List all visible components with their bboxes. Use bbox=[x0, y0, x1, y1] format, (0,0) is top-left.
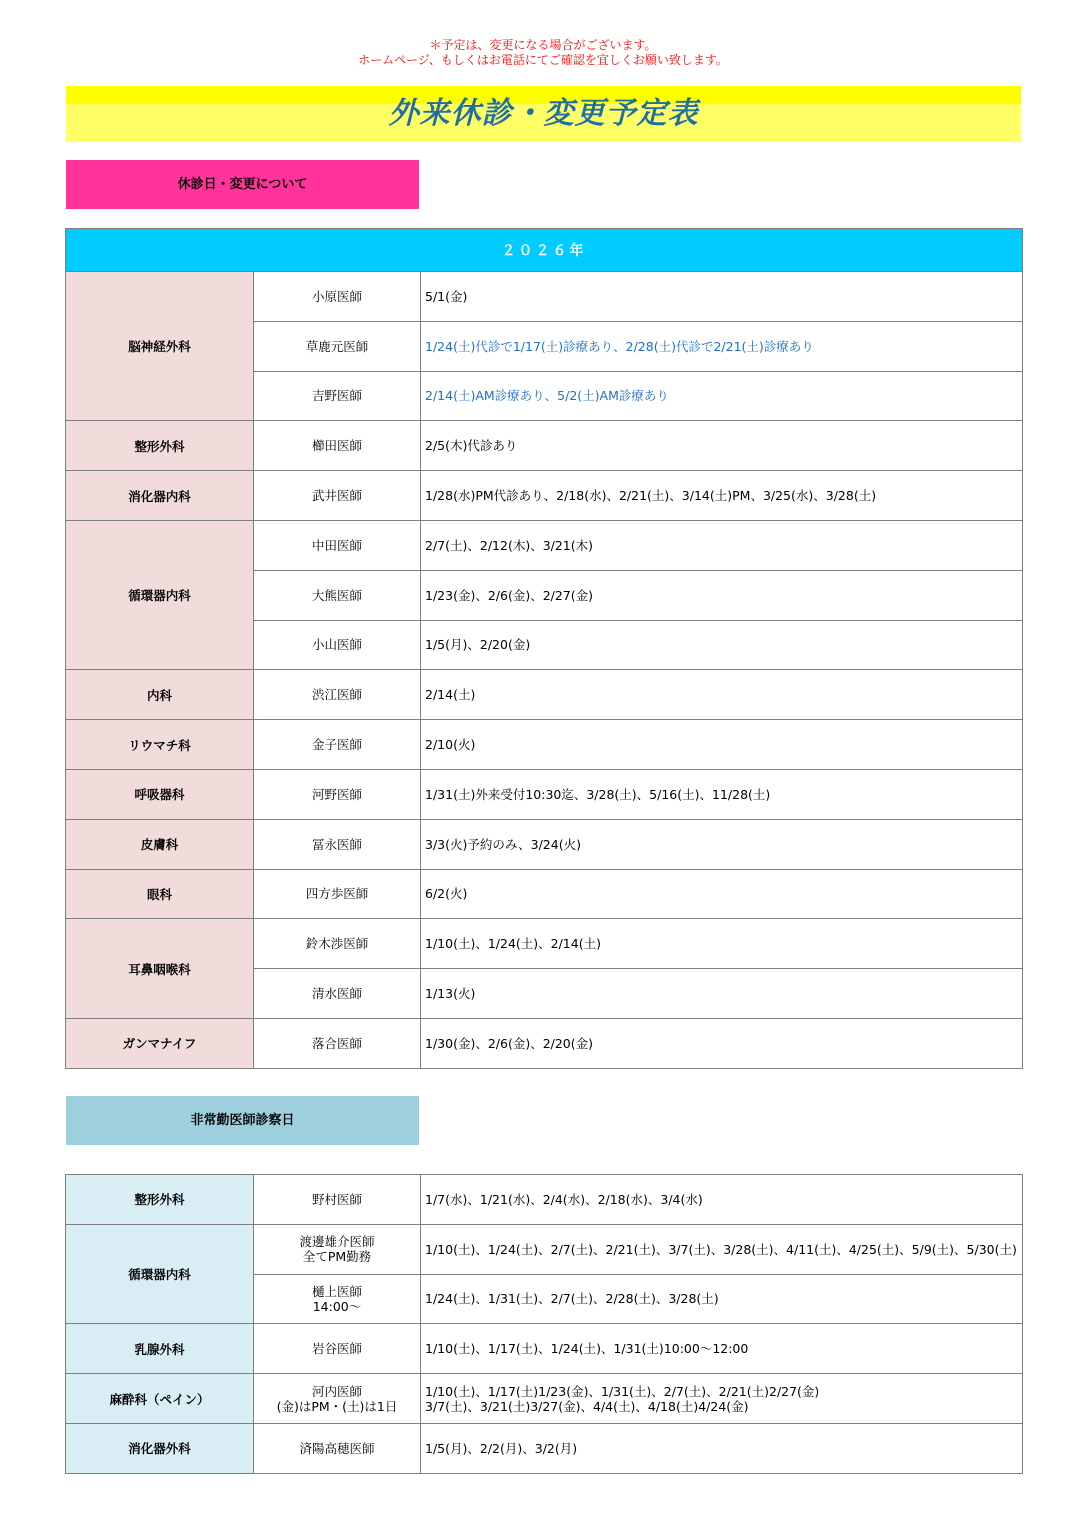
dates-cell: 2/5(木)代診あり bbox=[421, 421, 1023, 471]
dates-cell: 2/10(火) bbox=[421, 720, 1023, 770]
dates-cell: 1/5(月)、2/20(金) bbox=[421, 620, 1023, 670]
doctor-name: 樋上医師 bbox=[311, 1283, 362, 1299]
table-row bbox=[66, 1175, 1023, 1225]
table-row bbox=[66, 1018, 1023, 1068]
dept-cell: 麻酔科（ペイン） bbox=[66, 1374, 254, 1424]
dates-cell: 1/10(土)、1/24(土)、2/7(土)、2/21(土)、3/7(土)、3/28(土)、4/11(土)、4/25(土)、5/9(土)、5/30(土) bbox=[421, 1224, 1023, 1274]
dates-cell: 1/31(土)外来受付10:30迄、3/28(土)、5/16(土)、11/28(土) bbox=[421, 769, 1023, 819]
doctor-cell: 野村医師 bbox=[254, 1175, 421, 1225]
dates-cell: 6/2(火) bbox=[421, 869, 1023, 919]
doctor-cell bbox=[254, 1274, 421, 1324]
doctor-cell: 鈴木渉医師 bbox=[254, 919, 421, 969]
year-header: ２０２６年 bbox=[66, 229, 1023, 272]
doctor-cell: 金子医師 bbox=[254, 720, 421, 770]
table-row bbox=[66, 1324, 1023, 1374]
table-row bbox=[66, 520, 1023, 570]
dates-line-2: 3/7(土)、3/21(土)3/27(金)、4/4(土)、4/18(土)4/24(金) bbox=[425, 1398, 749, 1414]
dates-cell: 2/14(土) bbox=[421, 670, 1023, 720]
doctor-cell: 冨永医師 bbox=[254, 819, 421, 869]
dept-cell: 皮膚科 bbox=[66, 819, 254, 869]
dates-cell: 1/23(金)、2/6(金)、2/27(金) bbox=[421, 570, 1023, 620]
dept-cell: 循環器内科 bbox=[66, 1224, 254, 1324]
doctor-cell: 済陽高穂医師 bbox=[254, 1423, 421, 1473]
table-row bbox=[66, 769, 1023, 819]
closure-schedule-table bbox=[65, 228, 1023, 1069]
dept-cell: 循環器内科 bbox=[66, 520, 254, 669]
dates-cell: 1/24(土)、1/31(土)、2/7(土)、2/28(土)、3/28(土) bbox=[421, 1274, 1023, 1324]
table-row bbox=[66, 869, 1023, 919]
table-row bbox=[66, 1423, 1023, 1473]
title-banner bbox=[66, 86, 1021, 142]
doctor-cell: 清水医師 bbox=[254, 969, 421, 1019]
page-title: 外来休診・変更予定表 bbox=[388, 96, 699, 131]
dates-cell: 1/5(月)、2/2(月)、3/2(月) bbox=[421, 1423, 1023, 1473]
dates-cell bbox=[421, 321, 1023, 371]
doctor-cell: 渋江医師 bbox=[254, 670, 421, 720]
dept-cell: 乳腺外科 bbox=[66, 1324, 254, 1374]
dept-cell: 消化器内科 bbox=[66, 471, 254, 521]
dept-cell: 内科 bbox=[66, 670, 254, 720]
dept-cell: 呼吸器科 bbox=[66, 769, 254, 819]
dept-cell: 脳神経外科 bbox=[66, 272, 254, 421]
dates-cell: 2/14(土)AM診療あり、5/2(土)AM診療あり bbox=[421, 371, 1023, 421]
doctor-cell: 吉野医師 bbox=[254, 371, 421, 421]
doctor-cell: 小原医師 bbox=[254, 272, 421, 322]
doctor-note: 14:00～ bbox=[312, 1298, 362, 1314]
table-row bbox=[66, 471, 1023, 521]
doctor-cell bbox=[254, 1374, 421, 1424]
dates-cell: 5/1(金) bbox=[421, 272, 1023, 322]
doctor-cell: 落合医師 bbox=[254, 1018, 421, 1068]
table-row bbox=[66, 720, 1023, 770]
doctor-name: 渡邊雄介医師 bbox=[299, 1234, 375, 1250]
table-row bbox=[66, 1224, 1023, 1274]
doctor-note: (金)はPM・(土)は1日 bbox=[276, 1398, 398, 1414]
dates-cell: 1/10(土)、1/17(土)、1/24(土)、1/31(土)10:00～12:00 bbox=[421, 1324, 1023, 1374]
dates-cell: 1/10(土)、1/24(土)、2/14(土) bbox=[421, 919, 1023, 969]
table-row bbox=[66, 272, 1023, 322]
doctor-cell: 河野医師 bbox=[254, 769, 421, 819]
table-row bbox=[66, 819, 1023, 869]
doctor-cell: 小山医師 bbox=[254, 620, 421, 670]
table-row bbox=[66, 919, 1023, 969]
dates-cell: 1/30(金)、2/6(金)、2/20(金) bbox=[421, 1018, 1023, 1068]
dates-cell: 1/13(火) bbox=[421, 969, 1023, 1019]
doctor-name: 河内医師 bbox=[311, 1383, 362, 1399]
doctor-cell: 大熊医師 bbox=[254, 570, 421, 620]
dates-text: 1/24(土)代診で1/17(土)診療あり、2/28(土)代診で2/21(土)診療あり bbox=[425, 338, 814, 354]
doctor-cell: 櫛田医師 bbox=[254, 421, 421, 471]
table-row bbox=[66, 670, 1023, 720]
section-label-part-time: 非常勤医師診察日 bbox=[66, 1096, 419, 1145]
dates-cell bbox=[421, 1374, 1023, 1424]
dept-cell: 眼科 bbox=[66, 869, 254, 919]
section-label-closures: 休診日・変更について bbox=[66, 160, 419, 209]
doctor-cell: 中田医師 bbox=[254, 520, 421, 570]
dates-cell: 1/28(水)PM代診あり、2/18(水)、2/21(土)、3/14(土)PM、3/25(水)、3/28(土) bbox=[421, 471, 1023, 521]
doctor-note: 全てPM勤務 bbox=[302, 1249, 372, 1265]
dept-cell: ガンマナイフ bbox=[66, 1018, 254, 1068]
doctor-cell bbox=[254, 1224, 421, 1274]
dept-cell: 消化器外科 bbox=[66, 1423, 254, 1473]
dept-cell: リウマチ科 bbox=[66, 720, 254, 770]
notice-line-2: ホームページ、もしくはお電話にてご確認を宜しくお願い致します。 bbox=[358, 53, 728, 67]
notice-line-1: ＊予定は、変更になる場合がございます。 bbox=[429, 38, 657, 52]
dept-cell: 耳鼻咽喉科 bbox=[66, 919, 254, 1019]
doctor-cell: 武井医師 bbox=[254, 471, 421, 521]
doctor-cell: 四方歩医師 bbox=[254, 869, 421, 919]
doctor-cell: 岩谷医師 bbox=[254, 1324, 421, 1374]
dept-cell: 整形外科 bbox=[66, 421, 254, 471]
dates-cell: 3/3(火)予約のみ、3/24(火) bbox=[421, 819, 1023, 869]
table-row bbox=[66, 1374, 1023, 1424]
table-row bbox=[66, 421, 1023, 471]
part-time-schedule-table bbox=[65, 1174, 1023, 1474]
dates-line-1: 1/10(土)、1/17(土)1/23(金)、1/31(土)、2/7(土)、2/21(土)2/27(金) bbox=[425, 1383, 820, 1399]
dates-cell: 2/7(土)、2/12(木)、3/21(木) bbox=[421, 520, 1023, 570]
dept-cell: 整形外科 bbox=[66, 1175, 254, 1225]
dates-cell: 1/7(水)、1/21(水)、2/4(水)、2/18(水)、3/4(水) bbox=[421, 1175, 1023, 1225]
doctor-cell: 草鹿元医師 bbox=[254, 321, 421, 371]
